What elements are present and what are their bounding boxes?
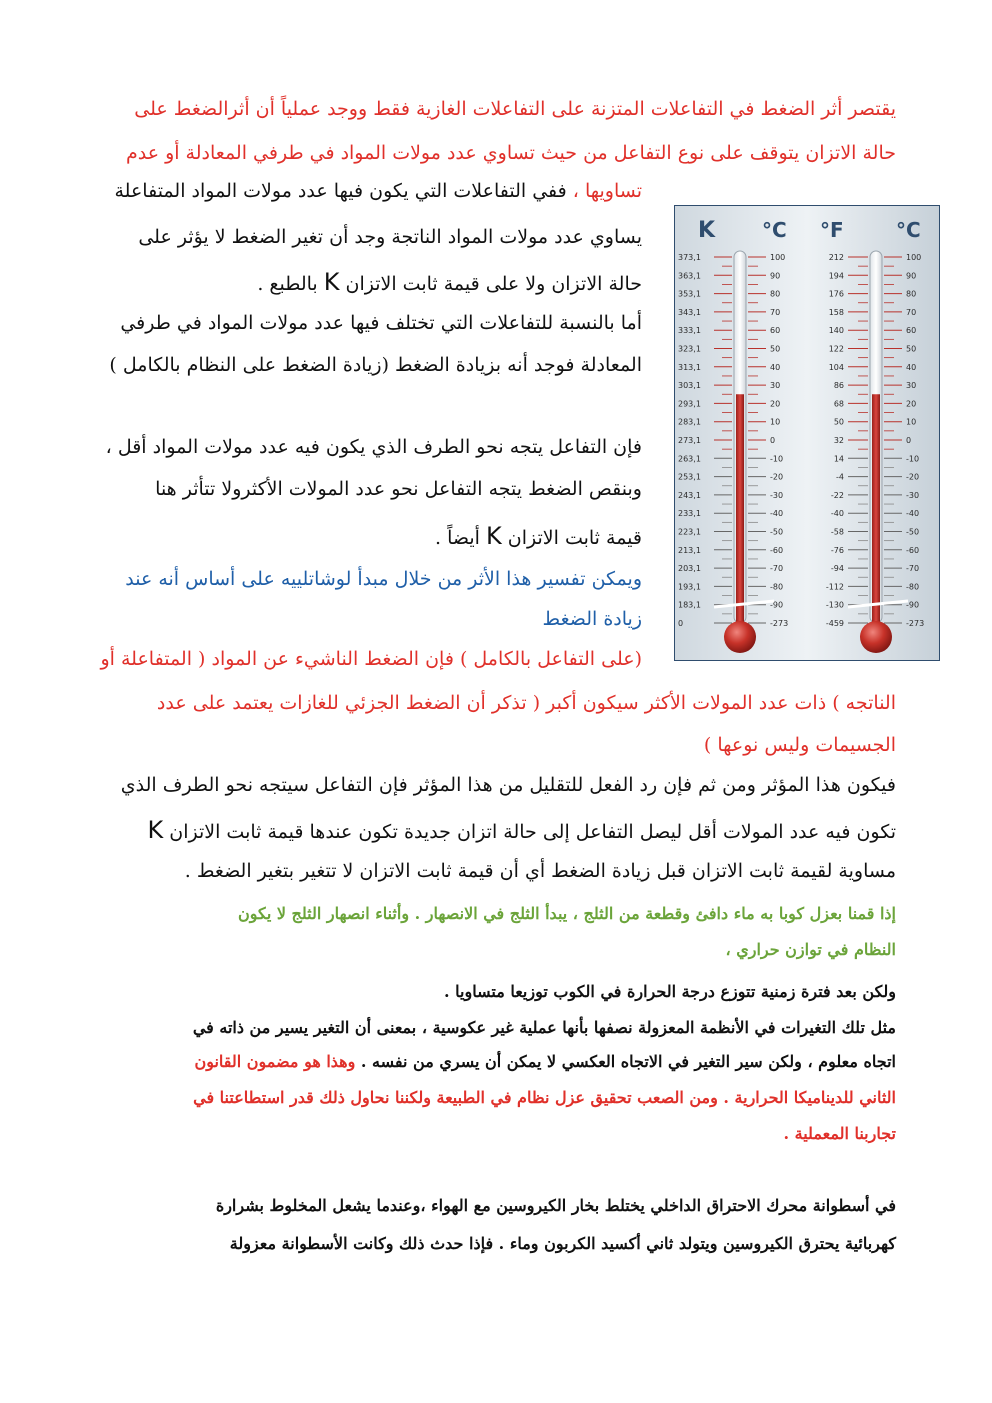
kelvin-tick-label: 303,1 [678,381,701,391]
kelvin-tick-label: 263,1 [678,454,701,464]
para8-line5: تجاربنا المعملية . [783,1124,896,1143]
kelvin-tick-label: 183,1 [678,600,701,610]
fahrenheit-tick-label: 194 [828,271,844,281]
right-mercury [872,394,880,625]
kelvin-tick-label: 193,1 [678,582,701,592]
para8-line3 [194,1052,896,1071]
para6-line2 [147,816,896,844]
celsius-left-tick-label: -30 [770,490,784,500]
celsius-left-tick-label: -80 [770,582,784,592]
left-bulb [724,621,756,653]
header-celsius-left: °C [762,218,787,242]
para9-line2: كهربائية يحترق الكيروسين ويتولد ثاني أكسيد الكربون وماء . فإذا حدث ذلك وكانت الأسطوانة معزولة [229,1234,896,1253]
celsius-left-tick-label: -273 [770,619,789,628]
celsius-right-tick-label: 30 [906,381,917,391]
celsius-left-tick-label: -60 [770,545,784,555]
fahrenheit-tick-label: 104 [828,362,844,372]
kelvin-tick-label: 283,1 [678,417,701,427]
para3-line2: وبنقص الضغط يتجه التفاعل نحو عدد المولات الأكثرولا تتأثر هنا [155,478,642,500]
kelvin-tick-label: 293,1 [678,399,701,409]
para8-line3a: اتجاه معلوم ، ولكن سير التغير في الاتجاه العكسي لا يمكن أن يسري من نفسه . [355,1052,896,1071]
para1-line3-rest: ففي التفاعلات التي يكون فيها عدد مولات المواد المتفاعلة [114,180,573,202]
celsius-left-tick-label: -40 [770,509,784,519]
celsius-right-tick-label: -40 [906,509,920,519]
celsius-right-tick-label: 70 [906,307,917,317]
celsius-left-tick-label: -90 [770,600,784,610]
fahrenheit-tick-label: -40 [830,509,844,519]
para1-line1: يقتصر أثر الضغط في التفاعلات المتزنة على التفاعلات الغازية فقط ووجد عملياً أن أثرالضغط على [134,98,896,120]
celsius-right-tick-label: -10 [906,454,920,464]
celsius-left-tick-label: -10 [770,454,784,464]
kelvin-tick-label: 323,1 [678,344,701,354]
kelvin-tick-label: 213,1 [678,545,701,555]
para6-line1: فيكون هذا المؤثر ومن ثم فإن رد الفعل للتقليل من هذا المؤثر فإن التفاعل سيتجه نحو الطرف الذي [120,774,896,796]
celsius-right-tick-label: 0 [906,436,912,445]
para9-line1: في أسطوانة محرك الاحتراق الداخلي يختلط بخار الكيروسين مع الهواء ،وعندما يشعل المخلوط بشرارة [215,1196,896,1215]
para3-line1: فإن التفاعل يتجه نحو الطرف الذي يكون فيه عدد مولات المواد أقل ، [105,436,642,458]
kelvin-tick-label: 223,1 [678,527,701,537]
fahrenheit-tick-label: -130 [825,600,844,610]
fahrenheit-tick-label: -58 [830,527,844,537]
para5-line3: الجسيمات وليس نوعها ) [703,734,896,756]
fahrenheit-tick-label: 68 [833,399,844,409]
celsius-right-tick-label: 100 [906,253,922,262]
para2-line1: أما بالنسبة للتفاعلات التي تختلف فيها عدد مولات المواد في طرفي [120,312,642,334]
kelvin-tick-label: 243,1 [678,490,701,500]
kelvin-tick-label: 203,1 [678,564,701,574]
fahrenheit-tick-label: 50 [833,417,844,427]
k-symbol-2: K [486,522,502,550]
celsius-left-tick-label: 90 [770,271,781,281]
para4-line2: زيادة الضغط [542,608,642,630]
celsius-right-tick-label: -30 [906,490,920,500]
celsius-right-tick-label: 10 [906,417,917,427]
para3-line3 [435,522,642,550]
celsius-left-tick-label: 20 [770,399,781,409]
celsius-right-tick-label: -80 [906,582,920,592]
celsius-left-tick-label: 100 [770,253,786,262]
celsius-right-tick-label: 90 [906,271,917,281]
para8-line2: مثل تلك التغيرات في الأنظمة المعزولة نصفها بأنها عملية غير عكوسية ، بمعنى أن التغير يسير من ذاته في [192,1018,896,1037]
fahrenheit-tick-label: 176 [828,289,844,299]
kelvin-tick-label: 363,1 [678,271,701,281]
kelvin-tick-label: 343,1 [678,307,701,317]
para1-line5b: بالطبع . [257,273,324,295]
celsius-left-tick-label: 70 [770,307,781,317]
left-mercury [736,394,744,625]
thermometer-frame [674,205,940,661]
kelvin-tick-label: 333,1 [678,326,701,336]
celsius-right-tick-label: -60 [906,545,920,555]
celsius-left-tick-label: 0 [770,436,776,445]
k-symbol: K [323,268,340,296]
header-celsius-right: °C [896,218,921,242]
header-kelvin: K [698,218,716,243]
fahrenheit-tick-label: -112 [825,582,844,592]
para4-line1: ويمكن تفسير هذا الأثر من خلال مبدأ لوشاتلييه على أساس أنه عند [125,568,642,590]
celsius-right-tick-label: 50 [906,344,917,354]
celsius-left-tick-label: -20 [770,472,784,482]
para2-line2: المعادلة فوجد أنه بزيادة الضغط (زيادة الضغط على النظام بالكامل ) [109,354,642,376]
celsius-left-tick-label: -70 [770,564,784,574]
para8-line1: ولكن بعد فترة زمنية تتوزع درجة الحرارة في الكوب توزيعا متساويا . [444,982,896,1001]
celsius-right-tick-label: 40 [906,362,917,372]
para8-line4: الثاني للديناميكا الحرارية . ومن الصعب تحقيق عزل نظام في الطبيعة ولكننا نحاول ذلك قدر استطاعتنا في [193,1088,896,1107]
celsius-left-tick-label: 10 [770,417,781,427]
kelvin-tick-label: 353,1 [678,289,701,299]
para6-line3: مساوية لقيمة ثابت الاتزان قبل زيادة الضغط أي أن قيمة ثابت الاتزان لا تتغير بتغير الضغط . [184,860,896,882]
fahrenheit-tick-label: -4 [836,472,844,482]
para5-line2: الناتجه ) ذات عدد المولات الأكثر سيكون أكبر ( تذكر أن الضغط الجزئي للغازات يعتمد على عدد [156,692,896,714]
para1-line4: يساوي عدد مولات المواد الناتجة وجد أن تغير الضغط لا يؤثر على [138,226,642,248]
para1-line5 [257,268,642,296]
celsius-right-tick-label: 80 [906,289,917,299]
kelvin-tick-label: 253,1 [678,472,701,482]
thermometer-figure [674,205,940,661]
right-bulb [860,621,892,653]
header-fahrenheit: °F [820,218,844,242]
fahrenheit-tick-label: 32 [833,436,844,445]
fahrenheit-tick-label: -22 [830,490,844,500]
celsius-right-tick-label: -50 [906,527,920,537]
kelvin-tick-label: 273,1 [678,436,701,445]
para1-line3 [114,180,642,202]
fahrenheit-tick-label: -94 [830,564,844,574]
para5-line1: (على التفاعل بالكامل ) فإن الضغط الناشيء عن المواد ( المتفاعلة أو [100,648,642,670]
para3-line3a: قيمة ثابت الاتزان [501,527,642,549]
fahrenheit-tick-label: -76 [830,545,844,555]
kelvin-tick-label: 233,1 [678,509,701,519]
celsius-left-tick-label: -50 [770,527,784,537]
celsius-right-tick-label: 20 [906,399,917,409]
fahrenheit-tick-label: -459 [825,619,844,628]
celsius-left-tick-label: 60 [770,326,781,336]
celsius-left-tick-label: 40 [770,362,781,372]
para6-line2-text: تكون فيه عدد المولات أقل ليصل التفاعل إلى حالة اتزان جديدة تكون عندها قيمة ثابت الاتزان [163,821,896,843]
para3-line3b: أيضاً . [435,527,486,549]
para1-line5a: حالة الاتزان ولا على قيمة ثابت الاتزان [339,273,642,295]
fahrenheit-tick-label: 212 [828,253,844,262]
para8-line3b: وهذا هو مضمون القانون [194,1052,356,1071]
para1-line2: حالة الاتزان يتوقف على نوع التفاعل من حيث تساوي عدد مولات المواد في طرفي المعادلة أو عدم [125,142,896,164]
kelvin-tick-label: 313,1 [678,362,701,372]
para7-line2: النظام في توازن حراري ، [725,940,896,959]
fahrenheit-tick-label: 158 [828,307,844,317]
fahrenheit-tick-label: 14 [833,454,844,464]
celsius-right-tick-label: -273 [906,619,925,628]
k-symbol-3: K [147,816,164,844]
fahrenheit-tick-label: 122 [828,344,844,354]
kelvin-tick-label: 0 [678,619,684,628]
celsius-left-tick-label: 80 [770,289,781,299]
celsius-left-tick-label: 30 [770,381,781,391]
para1-line3-red: تساويها ، [572,180,642,202]
celsius-right-tick-label: -90 [906,600,920,610]
kelvin-tick-label: 373,1 [678,253,701,262]
celsius-right-tick-label: -70 [906,564,920,574]
celsius-right-tick-label: -20 [906,472,920,482]
fahrenheit-tick-label: 86 [833,381,844,391]
fahrenheit-tick-label: 140 [828,326,844,336]
celsius-right-tick-label: 60 [906,326,917,336]
para7-line1: إذا قمنا بعزل كوبا به ماء دافئ وقطعة من الثلج ، يبدأ الثلج في الانصهار . وأثناء انصهار الثلج لا يكون [237,904,896,923]
celsius-left-tick-label: 50 [770,344,781,354]
